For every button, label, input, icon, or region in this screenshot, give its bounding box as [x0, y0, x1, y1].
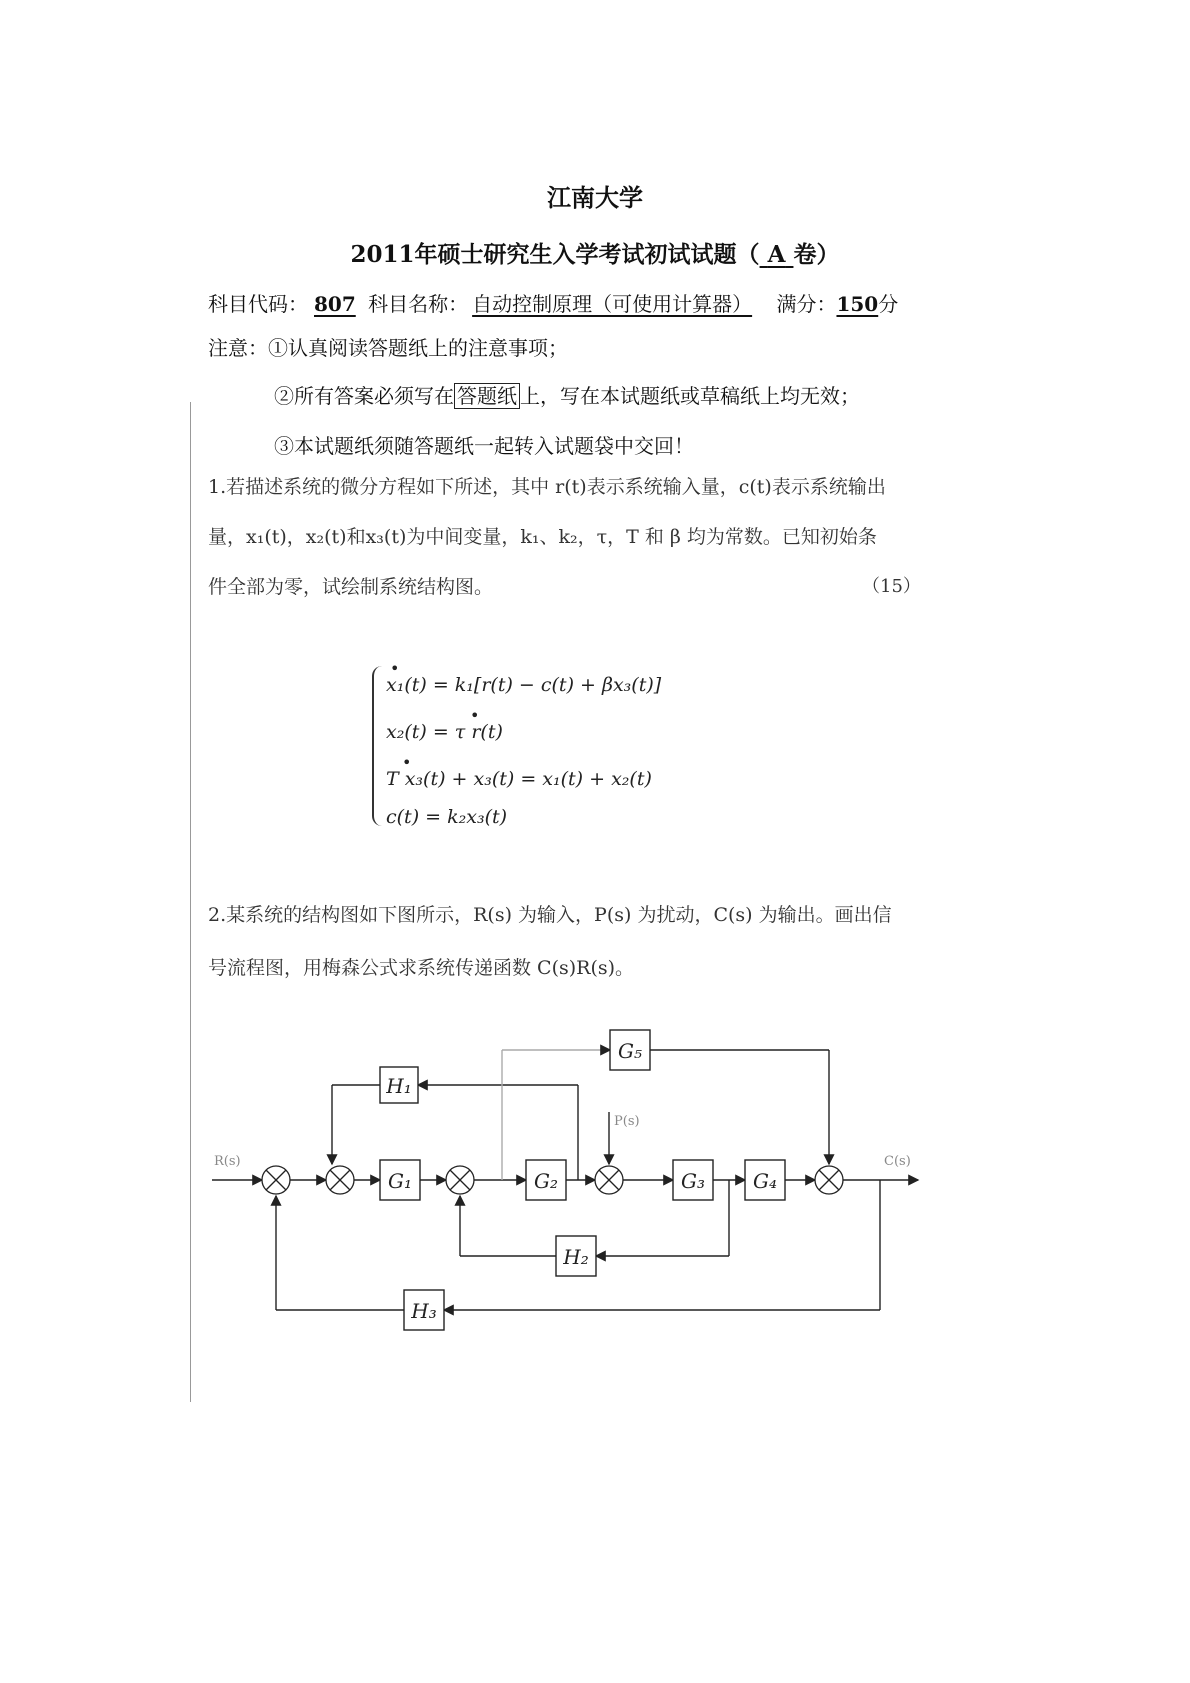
full-score-label: 满分：: [776, 292, 837, 316]
subject-name-label: 科目名称：: [368, 292, 469, 316]
equation-3: • T x₃(t) + x₃(t) = x₁(t) + x₂(t): [386, 753, 652, 790]
output-label: C(s): [884, 1154, 911, 1169]
sum-junction-2: [326, 1166, 354, 1194]
q1-line-3: 件全部为零，试绘制系统结构图。: [208, 576, 494, 598]
sum-junction-1: [262, 1166, 290, 1194]
note-1-text: ①认真阅读答题纸上的注意事项；: [268, 336, 568, 360]
school-name: 江南大学: [547, 183, 643, 212]
label-g1: G₁: [388, 1169, 412, 1193]
disturbance-label: P(s): [614, 1114, 640, 1129]
label-g5: G₅: [618, 1039, 642, 1063]
equation-2: • x₂(t) = τ r(t): [386, 706, 503, 743]
note-3: ③本试题纸须随答题纸一起转入试题袋中交回！: [274, 434, 694, 458]
q1-line-2: 量，x₁(t)，x₂(t)和x₃(t)为中间变量，k₁、k₂，τ，T 和 β 均为常数。已知初始条: [208, 526, 877, 548]
label-g2: G₂: [534, 1169, 558, 1193]
q2-line-1: 2.某系统的结构图如下图所示，R(s) 为输入，P(s) 为扰动，C(s) 为输出。画出信: [208, 904, 892, 926]
label-h2: H₂: [563, 1245, 589, 1269]
equation-1: • x₁(t) = k₁[r(t) − c(t) + βx₃(t)]: [386, 659, 662, 696]
q2-line-2: 号流程图，用梅森公式求系统传递函数 C(s)R(s)。: [208, 957, 635, 979]
sum-junction-4: [595, 1166, 623, 1194]
full-score-unit: 分: [878, 292, 899, 316]
exam-title-suffix: 卷）: [793, 241, 840, 268]
sum-junction-3: [446, 1166, 474, 1194]
exam-title-prefix: 2011年硕士研究生入学考试初试试题（: [350, 241, 760, 268]
note-2-suffix: 上，写在本试题纸或草稿纸上均无效；: [520, 384, 860, 408]
label-g3: G₃: [681, 1169, 705, 1193]
q1-line-1: 1.若描述系统的微分方程如下所述，其中 r(t)表示系统输入量，c(t)表示系统输出: [208, 476, 886, 498]
subject-name: 自动控制原理（可使用计算器）: [472, 292, 753, 316]
subject-code: 807: [314, 292, 356, 316]
input-label: R(s): [214, 1154, 241, 1169]
label-g4: G₄: [753, 1169, 777, 1193]
q1-score: （15）: [862, 576, 921, 597]
full-score: 150: [836, 292, 879, 316]
label-h1: H₁: [386, 1074, 412, 1098]
notes-label: 注意：: [208, 336, 268, 360]
note-2-prefix: ②所有答案必须写在: [274, 384, 454, 408]
sum-junction-5: [815, 1166, 843, 1194]
equation-4: c(t) = k₂x₃(t): [386, 806, 508, 828]
subject-code-label: 科目代码：: [208, 292, 308, 316]
label-h3: H₃: [411, 1299, 437, 1323]
note-2-boxed: 答题纸: [454, 383, 520, 409]
paper-type: A: [767, 241, 786, 268]
